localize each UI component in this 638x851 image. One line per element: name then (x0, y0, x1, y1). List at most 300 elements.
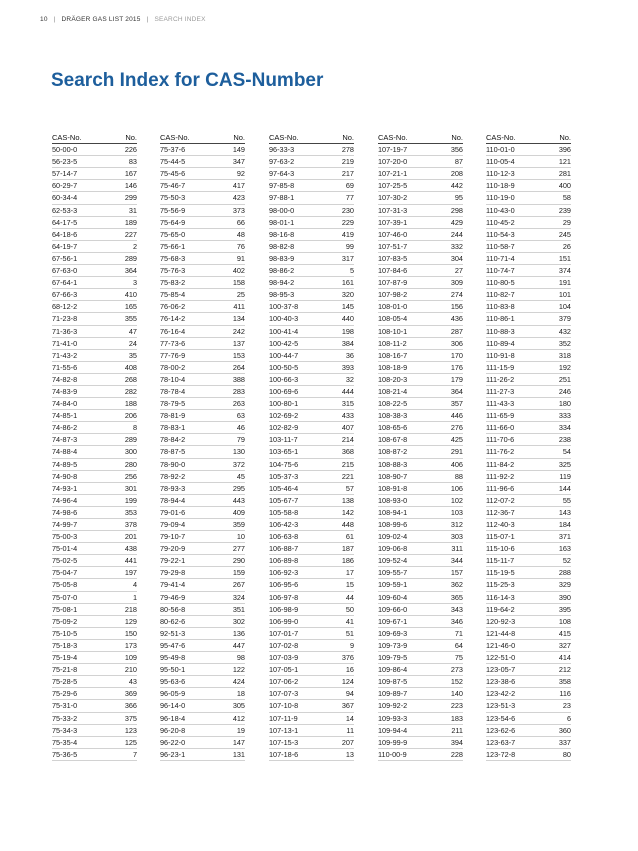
cas-number: 107-87-9 (378, 278, 408, 288)
cas-number: 111-92-2 (486, 471, 515, 481)
cas-number: 79-09-4 (160, 520, 186, 529)
cas-number: 122-51-0 (486, 653, 516, 663)
table-row (269, 749, 354, 761)
entry-number: 355 (124, 314, 137, 324)
table-row (378, 326, 463, 338)
entry-number: 218 (124, 604, 137, 614)
entry-number: 227 (124, 229, 137, 239)
cas-number: 75-85-4 (160, 290, 186, 300)
cas-number: 106-89-8 (269, 556, 299, 566)
cas-number: 79-29-8 (160, 568, 186, 578)
cas-number: 109-94-4 (378, 725, 408, 735)
entry-number: 211 (451, 725, 463, 735)
cas-number: 107-39-1 (378, 217, 408, 227)
entry-number: 366 (124, 701, 137, 711)
table-row (52, 555, 137, 567)
entry-number: 25 (236, 290, 245, 300)
entry-number: 346 (450, 616, 463, 626)
table-row (486, 664, 571, 676)
cas-number: 75-01-4 (52, 544, 78, 554)
cas-number: 109-87-5 (378, 677, 408, 687)
cas-number: 100-44-7 (269, 350, 299, 360)
entry-number: 6 (566, 713, 571, 723)
entry-number: 406 (450, 459, 463, 469)
table-row (52, 749, 137, 761)
table-row (52, 168, 137, 180)
table-row (160, 616, 245, 628)
entry-number: 343 (450, 604, 463, 614)
cas-number: 100-42-5 (269, 338, 299, 348)
entry-number: 239 (558, 205, 571, 215)
table-row (52, 446, 137, 458)
cas-number: 110-45-2 (486, 217, 515, 227)
entry-number: 55 (562, 495, 571, 505)
cas-number: 75-28-5 (52, 677, 78, 687)
cas-number: 110-91-8 (486, 350, 515, 360)
cas-number: 98-82-8 (269, 241, 295, 251)
entry-number: 423 (232, 193, 245, 203)
cas-number: 107-84-6 (378, 266, 408, 276)
cas-number: 115-10-6 (486, 544, 515, 554)
cas-number: 123-54-6 (486, 713, 516, 723)
entry-number: 390 (558, 592, 571, 602)
table-row (269, 156, 354, 168)
cas-number: 112-36-7 (486, 507, 515, 517)
entry-number: 396 (558, 145, 571, 155)
table-row (52, 350, 137, 362)
table-row (486, 156, 571, 168)
entry-number: 46 (236, 423, 245, 433)
table-row (269, 374, 354, 386)
cas-number: 110-43-0 (486, 205, 515, 215)
entry-number: 54 (562, 447, 571, 457)
entry-number: 429 (450, 217, 463, 227)
entry-number: 327 (558, 640, 571, 650)
table-row (378, 543, 463, 555)
table-row (378, 640, 463, 652)
entry-number: 446 (450, 411, 463, 421)
table-row (160, 301, 245, 313)
table-row (378, 192, 463, 204)
entry-number: 79 (236, 435, 245, 445)
entry-number: 24 (128, 338, 137, 348)
cas-number: 108-22-5 (378, 399, 408, 409)
cas-number: 111-15-9 (486, 362, 515, 372)
entry-number: 137 (232, 338, 245, 348)
cas-number: 75-76-3 (160, 266, 186, 276)
cas-number: 74-85-1 (52, 411, 78, 421)
column-header-row (378, 132, 463, 144)
table-row (269, 543, 354, 555)
table-row (486, 313, 571, 325)
entry-number: 303 (450, 532, 463, 542)
cas-number: 76-14-2 (160, 314, 186, 324)
table-row (269, 229, 354, 241)
cas-number: 74-86-2 (52, 423, 78, 433)
entry-number: 229 (341, 217, 354, 227)
entry-number: 278 (341, 145, 354, 155)
cas-number: 107-20-0 (378, 157, 408, 167)
cas-number: 98-83-9 (269, 253, 295, 263)
table-row (378, 592, 463, 604)
table-row (378, 616, 463, 628)
entry-number: 152 (450, 677, 463, 687)
entry-number: 131 (232, 749, 245, 759)
entry-number: 371 (558, 532, 571, 542)
table-row (378, 713, 463, 725)
cas-number: 100-50-5 (269, 362, 299, 372)
entry-number: 332 (450, 241, 463, 251)
no-header: No. (559, 133, 571, 142)
table-row (52, 422, 137, 434)
table-row (160, 688, 245, 700)
entry-number: 125 (124, 737, 137, 747)
entry-number: 47 (128, 326, 137, 336)
cas-number: 110-80-5 (486, 278, 515, 288)
table-row (486, 531, 571, 543)
entry-number: 108 (558, 616, 571, 626)
entry-number: 8 (132, 423, 137, 433)
cas-header: CAS-No. (160, 133, 190, 142)
table-row (52, 652, 137, 664)
entry-number: 228 (450, 749, 463, 759)
cas-number: 109-86-4 (378, 665, 408, 675)
cas-number: 96-05-9 (160, 689, 186, 699)
table-row (160, 713, 245, 725)
entry-number: 283 (232, 386, 245, 396)
table-row (486, 180, 571, 192)
cas-number: 78-84-2 (160, 435, 186, 445)
cas-number: 123-62-6 (486, 725, 516, 735)
entry-number: 29 (562, 217, 571, 227)
table-row (269, 301, 354, 313)
table-row (52, 459, 137, 471)
table-row (52, 410, 137, 422)
table-row (378, 567, 463, 579)
table-row (378, 519, 463, 531)
cas-number: 106-95-6 (269, 580, 299, 590)
cas-number: 109-59-1 (378, 580, 408, 590)
table-row (269, 422, 354, 434)
cas-number: 98-01-1 (269, 217, 295, 227)
entry-number: 298 (450, 205, 463, 215)
cas-number: 74-93-1 (52, 483, 78, 493)
table-row (269, 495, 354, 507)
table-row (486, 253, 571, 265)
entry-number: 409 (232, 507, 245, 517)
no-header: No. (342, 133, 354, 142)
cas-number: 75-44-5 (160, 157, 186, 167)
entry-number: 101 (558, 290, 571, 300)
cas-number: 74-82-8 (52, 374, 78, 384)
column-header-row (160, 132, 245, 144)
table-row (486, 374, 571, 386)
table-row (269, 579, 354, 591)
entry-number: 245 (558, 229, 571, 239)
entry-number: 353 (124, 507, 137, 517)
entry-number: 362 (450, 580, 463, 590)
entry-number: 123 (124, 725, 137, 735)
cas-number: 110-01-0 (486, 145, 515, 155)
entry-number: 412 (232, 713, 245, 723)
cas-number: 75-29-6 (52, 689, 78, 699)
cas-number: 106-92-3 (269, 568, 299, 578)
entry-number: 417 (232, 181, 245, 191)
cas-number: 109-92-2 (378, 701, 408, 711)
table-row (486, 192, 571, 204)
entry-number: 151 (558, 253, 571, 263)
table-row (269, 398, 354, 410)
table-row (486, 459, 571, 471)
table-row (486, 507, 571, 519)
cas-number: 67-66-3 (52, 290, 78, 300)
cas-number: 110-19-0 (486, 193, 515, 203)
cas-number: 116-14-3 (486, 592, 515, 602)
entry-number: 3 (132, 278, 137, 288)
table-row (378, 434, 463, 446)
page-header (40, 16, 206, 23)
entry-number: 214 (341, 435, 354, 445)
entry-number: 217 (341, 169, 354, 179)
cas-number: 74-89-5 (52, 459, 78, 469)
table-row (269, 253, 354, 265)
table-row (52, 471, 137, 483)
entry-number: 83 (128, 157, 137, 167)
table-row (486, 713, 571, 725)
cas-number: 108-05-4 (378, 314, 408, 324)
cas-number: 60-29-7 (52, 181, 78, 191)
cas-number: 108-21-4 (378, 386, 408, 396)
entry-number: 64 (454, 640, 463, 650)
entry-number: 163 (558, 544, 571, 554)
entry-number: 337 (558, 737, 571, 747)
cas-number: 123-42-2 (486, 689, 516, 699)
cas-number: 112-40-3 (486, 520, 515, 529)
cas-number: 100-69-6 (269, 386, 299, 396)
cas-number: 109-73-9 (378, 640, 408, 650)
table-row (160, 737, 245, 749)
entry-number: 436 (450, 314, 463, 324)
cas-number: 96-23-1 (160, 749, 186, 759)
table-row (486, 217, 571, 229)
entry-number: 187 (341, 544, 354, 554)
table-row (52, 241, 137, 253)
entry-number: 9 (349, 640, 354, 650)
entry-number: 13 (345, 749, 354, 759)
cas-number: 108-67-8 (378, 435, 408, 445)
entry-number: 244 (450, 229, 463, 239)
cas-header: CAS-No. (52, 133, 82, 142)
table-row (160, 338, 245, 350)
cas-number: 67-56-1 (52, 253, 78, 263)
cas-number: 108-87-2 (378, 447, 408, 457)
cas-number: 98-94-2 (269, 278, 295, 288)
entry-number: 368 (341, 447, 354, 457)
entry-number: 226 (124, 145, 137, 155)
cas-number: 74-84-0 (52, 399, 78, 409)
cas-number: 95-49-8 (160, 653, 186, 663)
entry-number: 400 (558, 181, 571, 191)
header-separator: | (53, 16, 56, 23)
entry-number: 215 (341, 459, 354, 469)
entry-number: 51 (345, 628, 354, 638)
table-row (160, 459, 245, 471)
table-row (486, 688, 571, 700)
cas-number: 75-02-5 (52, 556, 78, 566)
table-row (52, 579, 137, 591)
entry-number: 230 (341, 205, 354, 215)
entry-number: 411 (233, 302, 245, 312)
table-row (486, 350, 571, 362)
table-row (378, 725, 463, 737)
entry-number: 179 (450, 374, 463, 384)
table-row (160, 362, 245, 374)
column-header-row (269, 132, 354, 144)
cas-number: 95-63-6 (160, 677, 186, 687)
table-row (52, 289, 137, 301)
table-row (378, 483, 463, 495)
cas-number: 110-88-3 (486, 326, 515, 336)
cas-number: 115-25-3 (486, 580, 515, 590)
table-row (52, 616, 137, 628)
cas-number: 76-16-4 (160, 326, 186, 336)
entry-number: 208 (450, 169, 463, 179)
entry-number: 367 (341, 701, 354, 711)
entry-number: 184 (558, 520, 571, 529)
table-row (52, 543, 137, 555)
entry-number: 129 (124, 616, 137, 626)
cas-number: 107-21-1 (378, 169, 408, 179)
table-row (52, 725, 137, 737)
table-row (160, 410, 245, 422)
entry-number: 448 (341, 520, 354, 529)
table-row (269, 507, 354, 519)
table-row (269, 205, 354, 217)
cas-number: 107-51-7 (378, 241, 408, 251)
table-row (378, 495, 463, 507)
entry-number: 312 (450, 520, 463, 529)
entry-number: 197 (124, 568, 137, 578)
entry-number: 44 (345, 592, 354, 602)
cas-number: 108-65-6 (378, 423, 408, 433)
table-row (378, 531, 463, 543)
entry-number: 57 (345, 483, 354, 493)
table-row (486, 338, 571, 350)
entry-number: 273 (450, 665, 463, 675)
table-row (52, 664, 137, 676)
table-row (486, 604, 571, 616)
cas-header: CAS-No. (378, 133, 408, 142)
table-row (486, 301, 571, 313)
cas-number: 110-74-7 (486, 266, 515, 276)
cas-number: 92-51-3 (160, 628, 186, 638)
entry-number: 372 (232, 459, 245, 469)
entry-number: 147 (232, 737, 245, 747)
entry-number: 5 (349, 266, 354, 276)
entry-number: 140 (450, 689, 463, 699)
entry-number: 186 (341, 556, 354, 566)
entry-number: 219 (341, 157, 354, 167)
table-row (52, 628, 137, 640)
cas-number: 78-79-5 (160, 399, 186, 409)
table-row (160, 749, 245, 761)
entry-number: 146 (124, 181, 137, 191)
entry-number: 210 (124, 665, 137, 675)
entry-number: 263 (232, 399, 245, 409)
entry-number: 287 (450, 326, 463, 336)
table-row (269, 289, 354, 301)
table-row (269, 386, 354, 398)
table-row (52, 531, 137, 543)
table-row (378, 676, 463, 688)
cas-number: 108-91-8 (378, 483, 408, 493)
cas-number: 78-87-5 (160, 447, 186, 457)
page-title: Search Index for CAS-Number (51, 70, 324, 91)
table-row (486, 422, 571, 434)
entry-number: 280 (124, 459, 137, 469)
entry-number: 88 (454, 471, 463, 481)
table-row (486, 652, 571, 664)
table-row (486, 616, 571, 628)
table-row (160, 313, 245, 325)
table-row (52, 604, 137, 616)
cas-number: 75-65-0 (160, 229, 186, 239)
table-row (160, 471, 245, 483)
table-row (160, 604, 245, 616)
table-row (160, 652, 245, 664)
index-column (52, 132, 137, 761)
entry-number: 289 (124, 253, 137, 263)
cas-number: 74-83-9 (52, 386, 78, 396)
table-row (378, 144, 463, 156)
cas-number: 100-41-4 (269, 326, 299, 336)
entry-number: 80 (562, 749, 571, 759)
table-row (160, 265, 245, 277)
table-row (269, 241, 354, 253)
cas-number: 75-33-2 (52, 713, 78, 723)
cas-number: 110-12-3 (486, 169, 515, 179)
entry-number: 329 (558, 580, 571, 590)
cas-number: 75-34-3 (52, 725, 78, 735)
table-row (269, 144, 354, 156)
cas-number: 97-88-1 (269, 193, 295, 203)
table-row (160, 192, 245, 204)
table-row (486, 362, 571, 374)
cas-number: 109-69-3 (378, 628, 408, 638)
table-row (486, 144, 571, 156)
entry-number: 52 (562, 556, 571, 566)
entry-number: 198 (341, 326, 354, 336)
cas-number: 75-46-7 (160, 181, 186, 191)
table-row (269, 592, 354, 604)
cas-number: 96-14-0 (160, 701, 186, 711)
table-row (269, 688, 354, 700)
cas-number: 67-63-0 (52, 266, 78, 276)
cas-number: 110-00-9 (378, 749, 407, 759)
entry-number: 191 (558, 278, 571, 288)
table-row (486, 289, 571, 301)
table-row (52, 180, 137, 192)
entry-number: 251 (558, 374, 571, 384)
table-row (160, 640, 245, 652)
cas-number: 107-18-6 (269, 749, 299, 759)
table-row (269, 265, 354, 277)
table-row (160, 567, 245, 579)
entry-number: 364 (450, 386, 463, 396)
entry-number: 351 (232, 604, 245, 614)
table-row (269, 350, 354, 362)
table-row (486, 592, 571, 604)
